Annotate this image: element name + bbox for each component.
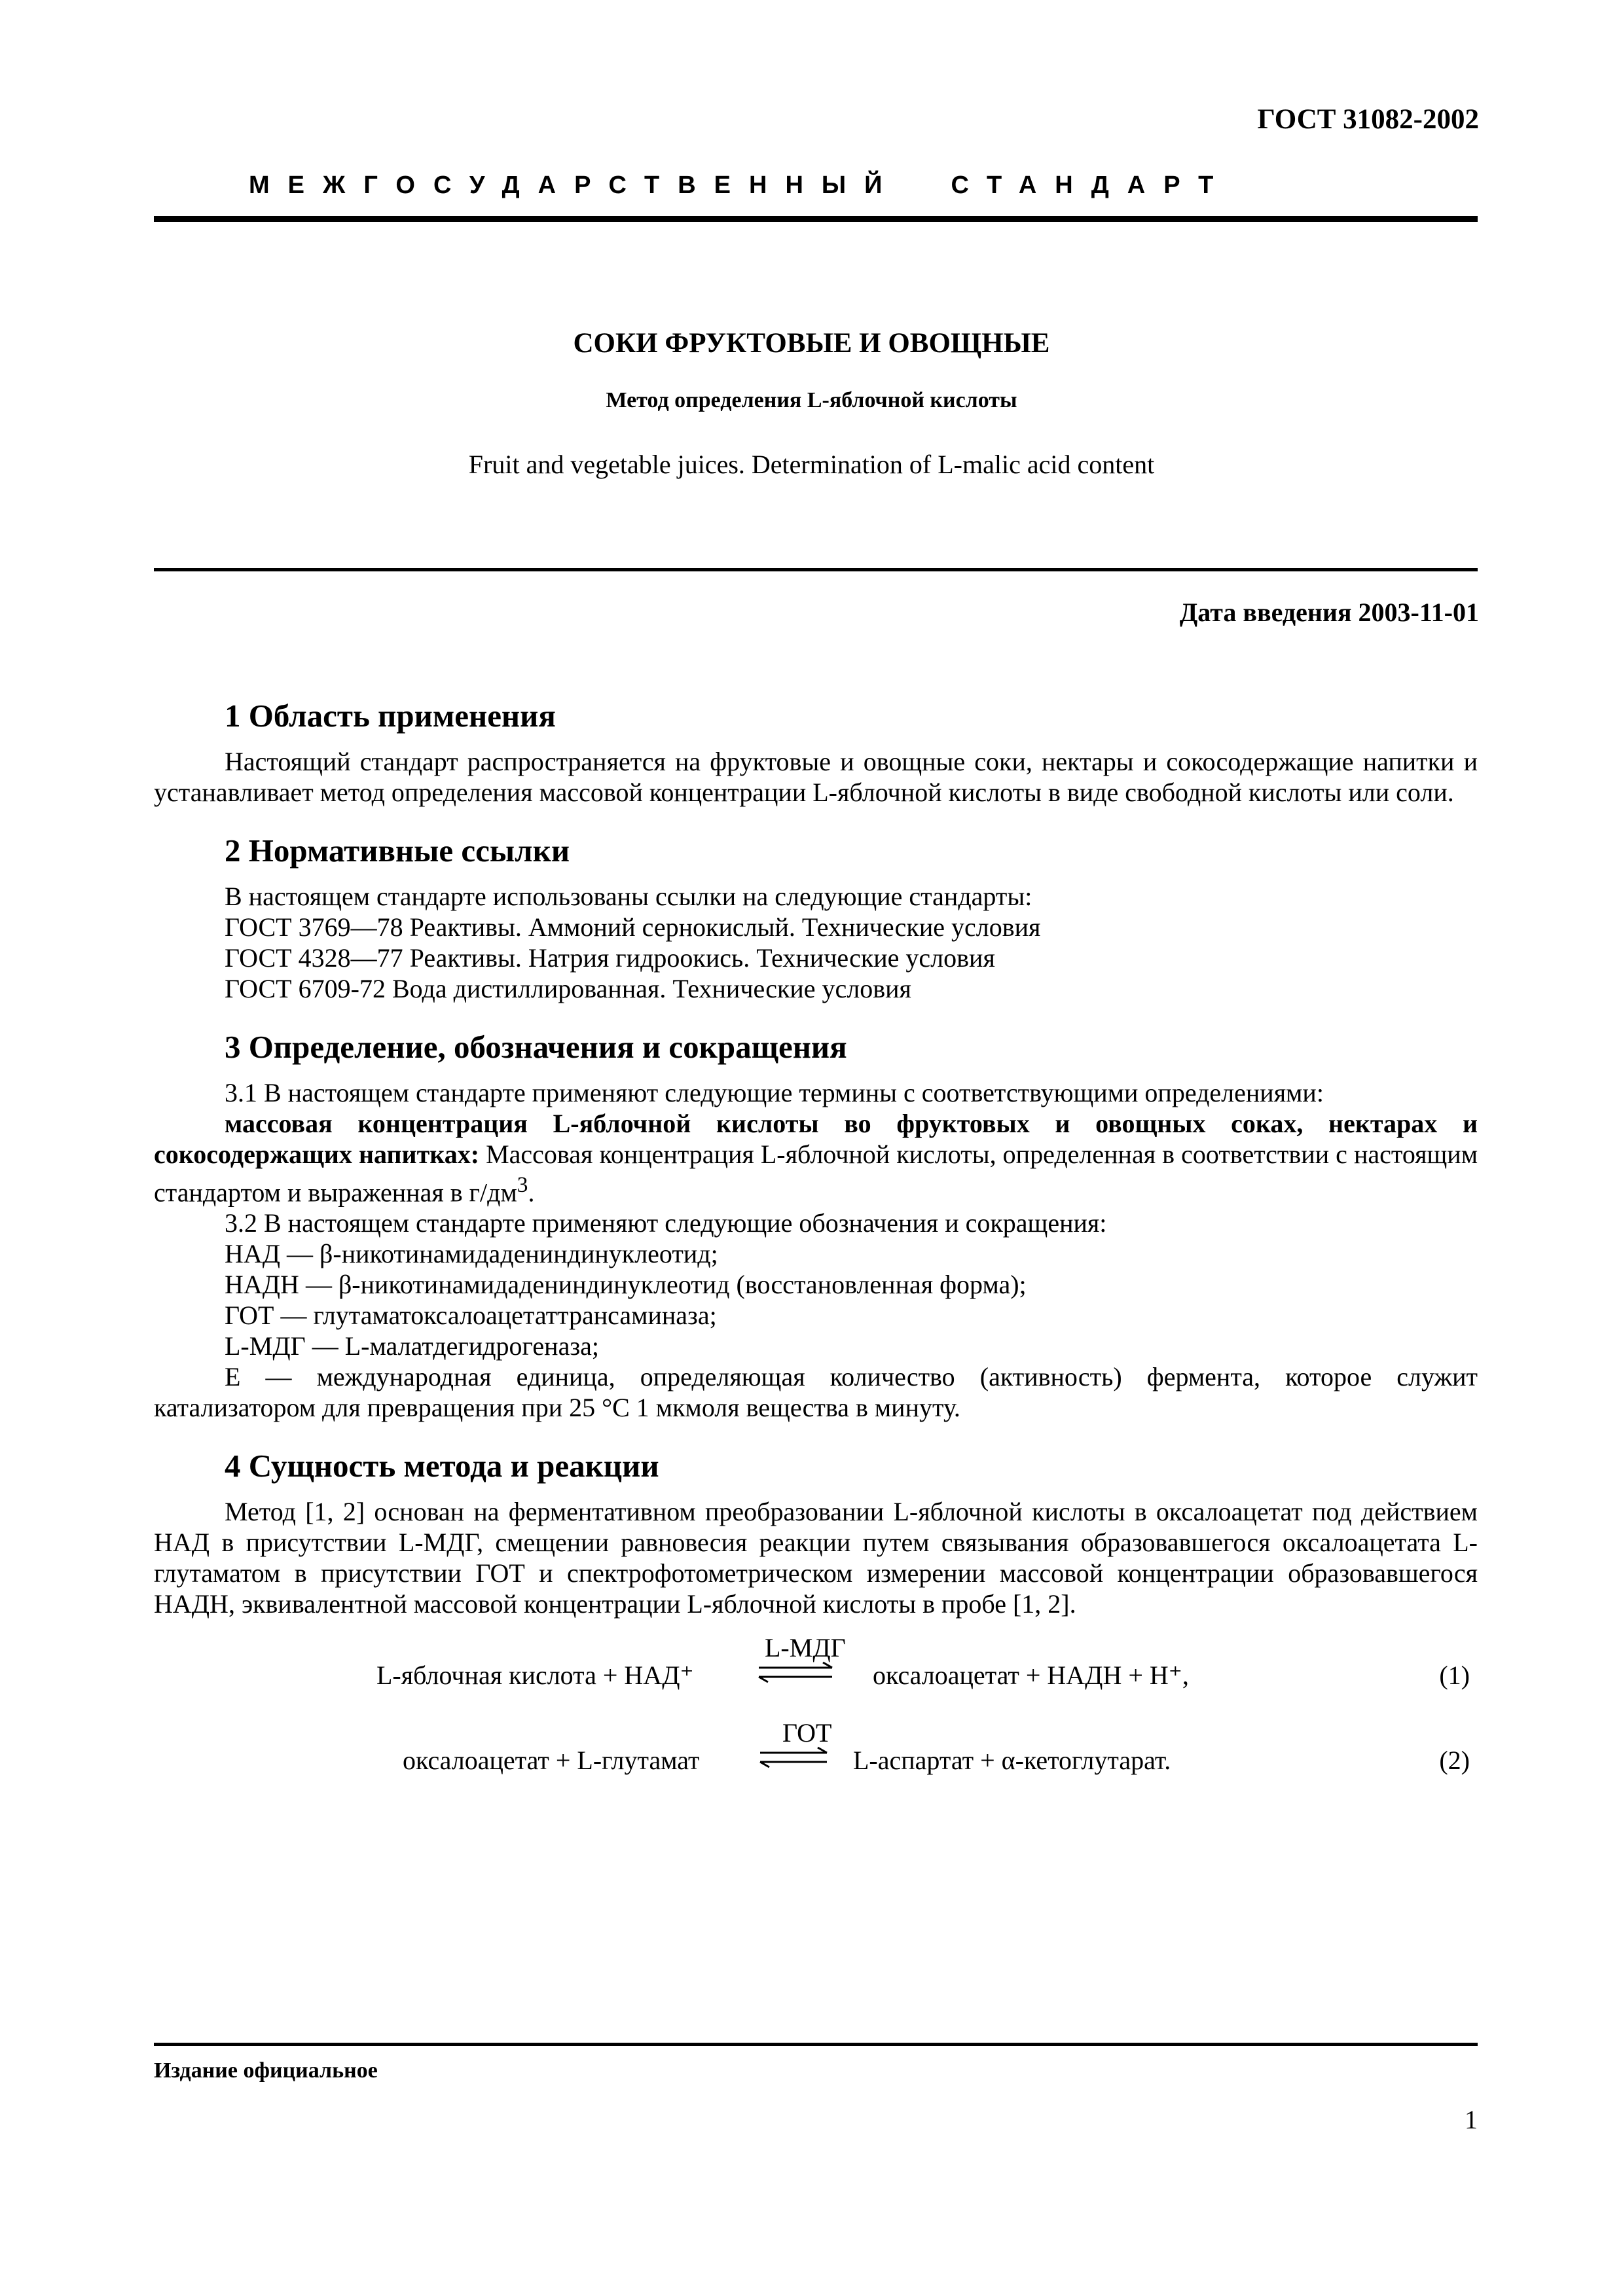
title-rule <box>154 568 1478 571</box>
formula-2 <box>154 1717 1478 1803</box>
superscript-3: 3 <box>517 1173 528 1197</box>
formula-1-enzyme: L-МДГ <box>765 1633 846 1663</box>
section-1-heading: 1 Область применения <box>225 698 556 734</box>
section-4-text: Метод [1, 2] основан на ферментативном преобразовании L-яблочной кислоты в оксалоацетат под действием НАД в присутствии L-МДГ, смещении равновесия реакции путем связывания образовавшегося оксалоацетата L-глутаматом в присутствии ГОТ и спектрофотометрическом измерении массовой концентрации образовавшегося НАДН, эквивалентной массовой концентрации L-яблочной кислоты в пробе [1, 2]. <box>154 1497 1478 1619</box>
term-definition-text: Массовая концентрация L-яблочной кислоты, определенная в соответствии с настоящим стандартом и выраженная в г/дм <box>154 1139 1478 1208</box>
reference-item: ГОСТ 4328—77 Реактивы. Натрия гидроокись. Технические условия <box>225 943 995 973</box>
unit-definition: Е — международная единица, определяющая количество (активность) фермента, которое служит катализатором для превращения при 25 °С 1 мкмоля вещества в минуту. <box>154 1362 1478 1423</box>
term-name: массовая концентрация L-яблочной кислоты во фруктовых и овощных соках, нектарах и сокосодержащих напитках: <box>154 1109 1478 1169</box>
document-body <box>154 696 1478 1803</box>
section-3-heading: 3 Определение, обозначения и сокращения <box>225 1029 847 1065</box>
term-definition-end: . <box>528 1177 535 1208</box>
formula-2-number: (2) <box>1439 1746 1470 1776</box>
reference-item: ГОСТ 3769—78 Реактивы. Аммоний сернокислый. Технические условия <box>225 912 1041 942</box>
document-title-english: Fruit and vegetable juices. Determination of L-malic acid content <box>468 450 1155 479</box>
formula-1-left: L-яблочная кислота + НАД⁺ <box>376 1660 694 1691</box>
document-title: СОКИ ФРУКТОВЫЕ И ОВОЩНЫЕ <box>573 328 1050 359</box>
section-3-2-text: 3.2 В настоящем стандарте применяют следующие обозначения и сокращения: <box>225 1208 1107 1238</box>
term-definition <box>154 1108 1478 1208</box>
interstate-standard-label: МЕЖГОСУДАРСТВЕННЫЙ СТАНДАРТ <box>249 171 1232 199</box>
section-3-1-text: 3.1 В настоящем стандарте применяют следующие термины с соответствующими определениями: <box>225 1078 1324 1107</box>
reference-item: ГОСТ 6709-72 Вода дистиллированная. Технические условия <box>225 974 911 1003</box>
equilibrium-arrow-icon <box>756 1661 835 1683</box>
equilibrium-arrow-icon <box>757 1746 830 1768</box>
section-2-heading: 2 Нормативные ссылки <box>225 833 570 869</box>
document-subtitle: Метод определения L-яблочной кислоты <box>606 388 1017 412</box>
abbreviation-item: НАДН — β-никотинамидадениндинуклеотид (восстановленная форма); <box>225 1270 1027 1300</box>
formula-1-number: (1) <box>1439 1660 1470 1691</box>
gost-code: ГОСТ 31082-2002 <box>1257 104 1479 135</box>
formula-1 <box>154 1632 1478 1717</box>
formula-1-right: оксалоацетат + НАДН + Н⁺, <box>873 1660 1189 1691</box>
page-number: 1 <box>1465 2105 1478 2134</box>
official-edition-label: Издание официальное <box>154 2058 378 2083</box>
formula-2-right: L-аспартат + α-кетоглутарат. <box>853 1746 1171 1776</box>
abbreviation-item: ГОТ — глутаматоксалоацетаттрансаминаза; <box>225 1300 717 1331</box>
header-rule <box>154 216 1478 222</box>
abbreviation-item: НАД — β-никотинамидадениндинуклеотид; <box>225 1239 718 1269</box>
abbreviation-item: L-МДГ — L-малатдегидрогеназа; <box>225 1331 599 1361</box>
introduction-date: Дата введения 2003-11-01 <box>1179 598 1479 627</box>
footer-rule <box>154 2043 1478 2046</box>
section-4-heading: 4 Сущность метода и реакции <box>225 1448 659 1484</box>
section-2-intro: В настоящем стандарте использованы ссылки на следующие стандарты: <box>225 882 1032 911</box>
section-1-text: Настоящий стандарт распространяется на фруктовые и овощные соки, нектары и сокосодержащие напитки и устанавливает метод определения массовой концентрации L-яблочной кислоты в виде свободной кислоты или соли. <box>154 747 1478 807</box>
formula-2-enzyme: ГОТ <box>782 1718 832 1748</box>
formula-2-left: оксалоацетат + L-глутамат <box>403 1746 700 1776</box>
